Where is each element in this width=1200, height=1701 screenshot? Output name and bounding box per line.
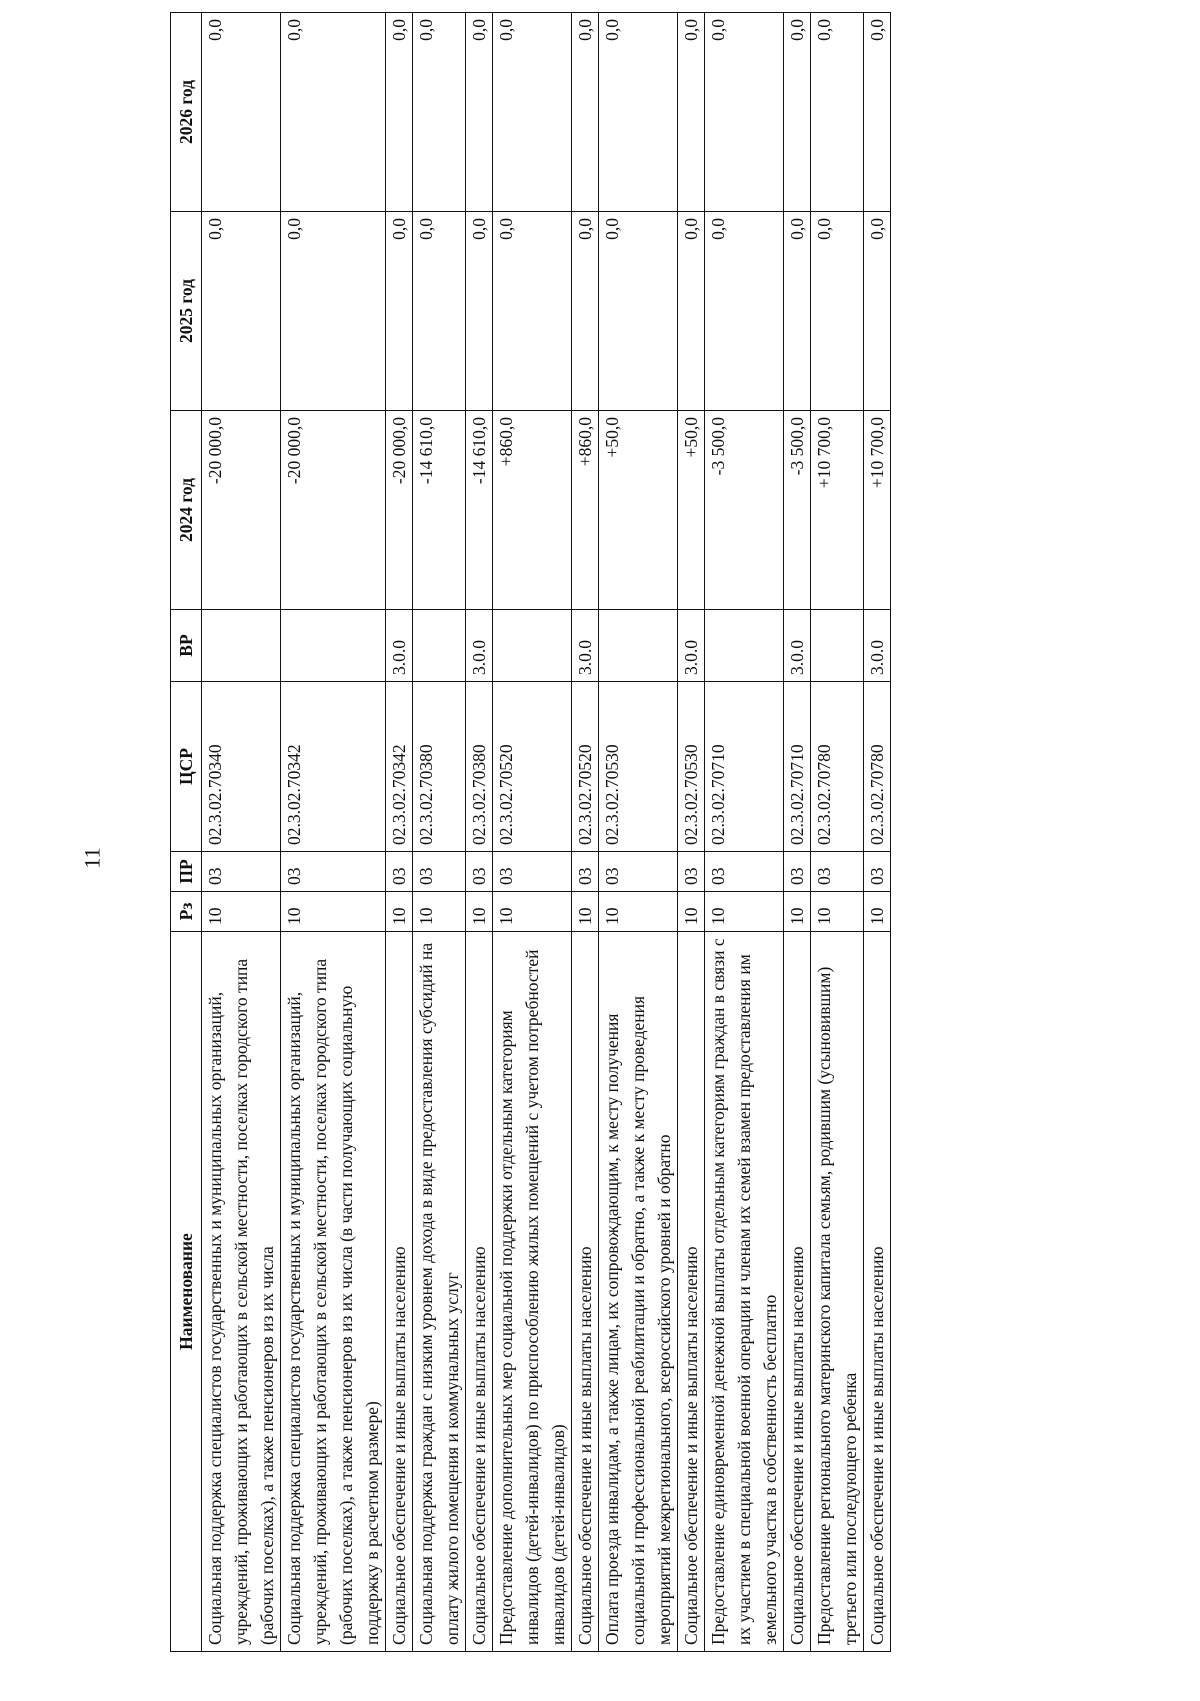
cell-pr: 03 (413, 852, 466, 892)
cell-2026: 0,0 (705, 13, 784, 212)
cell-2025: 0,0 (386, 212, 413, 411)
cell-rz: 10 (705, 892, 784, 932)
cell-2025: 0,0 (811, 212, 864, 411)
cell-rz: 10 (599, 892, 678, 932)
cell-pr: 03 (202, 852, 281, 892)
table-row (784, 13, 811, 1652)
header-vr: ВР (171, 610, 202, 682)
cell-2024: +50,0 (678, 411, 705, 610)
table-row (678, 13, 705, 1652)
table-row (493, 13, 572, 1652)
cell-2024: -20 000,0 (386, 411, 413, 610)
cell-name: Социальное обеспечение и иные выплаты населению (784, 932, 811, 1652)
table-header (171, 13, 202, 1652)
cell-name: Предоставление регионального материнского капитала семьям, родившим (усыновившим) третьего или последующего ребенка (811, 932, 864, 1652)
table-row (599, 13, 678, 1652)
cell-2024: -3 500,0 (705, 411, 784, 610)
cell-pr: 03 (705, 852, 784, 892)
cell-rz: 10 (811, 892, 864, 932)
cell-2025: 0,0 (493, 212, 572, 411)
cell-vr: 3.0.0 (784, 610, 811, 682)
cell-2026: 0,0 (281, 13, 386, 212)
cell-pr: 03 (572, 852, 599, 892)
table-body (202, 13, 891, 1652)
table-row (572, 13, 599, 1652)
cell-2026: 0,0 (202, 13, 281, 212)
cell-rz: 10 (678, 892, 705, 932)
cell-2026: 0,0 (386, 13, 413, 212)
cell-pr: 03 (281, 852, 386, 892)
cell-pr: 03 (864, 852, 891, 892)
page-number: 11 (79, 847, 105, 869)
cell-vr (705, 610, 784, 682)
cell-rz: 10 (493, 892, 572, 932)
cell-name: Социальная поддержка граждан с низким уровнем дохода в виде предоставления субсидий на оплату жилого помещения и коммунальных услуг (413, 932, 466, 1652)
cell-csr: 02.3.02.70780 (811, 682, 864, 852)
cell-csr: 02.3.02.70530 (599, 682, 678, 852)
cell-name: Социальное обеспечение и иные выплаты населению (678, 932, 705, 1652)
cell-2024: +50,0 (599, 411, 678, 610)
cell-rz: 10 (413, 892, 466, 932)
cell-2026: 0,0 (466, 13, 493, 212)
cell-vr: 3.0.0 (386, 610, 413, 682)
cell-pr: 03 (811, 852, 864, 892)
cell-vr (599, 610, 678, 682)
cell-2024: -20 000,0 (202, 411, 281, 610)
cell-2026: 0,0 (864, 13, 891, 212)
cell-2024: -14 610,0 (413, 411, 466, 610)
cell-name: Социальное обеспечение и иные выплаты населению (386, 932, 413, 1652)
cell-2024: +10 700,0 (864, 411, 891, 610)
budget-table (170, 12, 891, 1652)
cell-2026: 0,0 (413, 13, 466, 212)
cell-csr: 02.3.02.70380 (413, 682, 466, 852)
cell-vr: 3.0.0 (864, 610, 891, 682)
cell-pr: 03 (466, 852, 493, 892)
table-row (705, 13, 784, 1652)
cell-name: Социальное обеспечение и иные выплаты населению (864, 932, 891, 1652)
cell-2025: 0,0 (784, 212, 811, 411)
cell-rz: 10 (466, 892, 493, 932)
cell-csr: 02.3.02.70342 (281, 682, 386, 852)
cell-csr: 02.3.02.70710 (705, 682, 784, 852)
cell-pr: 03 (493, 852, 572, 892)
cell-csr: 02.3.02.70520 (493, 682, 572, 852)
cell-csr: 02.3.02.70530 (678, 682, 705, 852)
header-2026: 2026 год (171, 13, 202, 212)
cell-csr: 02.3.02.70520 (572, 682, 599, 852)
cell-2024: -14 610,0 (466, 411, 493, 610)
cell-vr: 3.0.0 (466, 610, 493, 682)
cell-vr (202, 610, 281, 682)
cell-rz: 10 (386, 892, 413, 932)
cell-2025: 0,0 (572, 212, 599, 411)
cell-2026: 0,0 (811, 13, 864, 212)
table-row (386, 13, 413, 1652)
cell-pr: 03 (386, 852, 413, 892)
cell-name: Социальное обеспечение и иные выплаты населению (572, 932, 599, 1652)
table-row (281, 13, 386, 1652)
cell-vr (811, 610, 864, 682)
cell-vr (413, 610, 466, 682)
rotated-table-container (170, 12, 1165, 1652)
table-row (413, 13, 466, 1652)
header-2025: 2025 год (171, 212, 202, 411)
cell-2025: 0,0 (705, 212, 784, 411)
cell-name: Оплата проезда инвалидам, а также лицам, их сопровождающим, к месту получения социальной и профессиональной реабилитации и обратно, а также к месту проведения мероприятий межрегионального, всероссийского уровней и обратно (599, 932, 678, 1652)
cell-pr: 03 (784, 852, 811, 892)
cell-2026: 0,0 (678, 13, 705, 212)
cell-2025: 0,0 (281, 212, 386, 411)
cell-2024: -3 500,0 (784, 411, 811, 610)
cell-name: Социальная поддержка специалистов государственных и муниципальных организаций, учреждений, проживающих и работающих в сельской местности, поселках городского типа (рабочих поселках), а также пенсионеров из их числа (202, 932, 281, 1652)
cell-2026: 0,0 (493, 13, 572, 212)
table-row (466, 13, 493, 1652)
cell-2024: +10 700,0 (811, 411, 864, 610)
cell-2025: 0,0 (202, 212, 281, 411)
cell-rz: 10 (202, 892, 281, 932)
header-rz: Рз (171, 892, 202, 932)
header-row (171, 13, 202, 1652)
header-csr: ЦСР (171, 682, 202, 852)
cell-name: Предоставление дополнительных мер социальной поддержки отдельным категориям инвалидов (детей-инвалидов) по приспособлению жилых помещений с учетом потребностей инвалидов (детей-инвалидов) (493, 932, 572, 1652)
cell-2025: 0,0 (413, 212, 466, 411)
cell-rz: 10 (572, 892, 599, 932)
cell-vr: 3.0.0 (572, 610, 599, 682)
cell-2024: +860,0 (493, 411, 572, 610)
table-row (202, 13, 281, 1652)
cell-rz: 10 (864, 892, 891, 932)
cell-vr: 3.0.0 (678, 610, 705, 682)
cell-vr (281, 610, 386, 682)
cell-rz: 10 (281, 892, 386, 932)
cell-2024: -20 000,0 (281, 411, 386, 610)
cell-csr: 02.3.02.70380 (466, 682, 493, 852)
cell-2024: +860,0 (572, 411, 599, 610)
cell-2025: 0,0 (864, 212, 891, 411)
cell-name: Социальное обеспечение и иные выплаты населению (466, 932, 493, 1652)
cell-name: Предоставление единовременной денежной выплаты отдельным категориям граждан в связи с их участием в специальной военной операции и членам их семей взамен предоставления им земельного участка в собственность бесплатно (705, 932, 784, 1652)
cell-name: Социальная поддержка специалистов государственных и муниципальных организаций, учреждений, проживающих и работающих в сельской местности, поселках городского типа (рабочих поселках), а также пенсионеров из их числа (в части получающих социальную поддержку в расчетном размере) (281, 932, 386, 1652)
cell-vr (493, 610, 572, 682)
cell-pr: 03 (599, 852, 678, 892)
header-name: Наименование (171, 932, 202, 1652)
cell-2026: 0,0 (599, 13, 678, 212)
cell-pr: 03 (678, 852, 705, 892)
table-row (811, 13, 864, 1652)
cell-csr: 02.3.02.70342 (386, 682, 413, 852)
cell-csr: 02.3.02.70780 (864, 682, 891, 852)
cell-2025: 0,0 (466, 212, 493, 411)
header-pr: ПР (171, 852, 202, 892)
cell-csr: 02.3.02.70710 (784, 682, 811, 852)
cell-csr: 02.3.02.70340 (202, 682, 281, 852)
cell-2026: 0,0 (572, 13, 599, 212)
cell-2025: 0,0 (678, 212, 705, 411)
table-row (864, 13, 891, 1652)
cell-rz: 10 (784, 892, 811, 932)
cell-2025: 0,0 (599, 212, 678, 411)
header-2024: 2024 год (171, 411, 202, 610)
cell-2026: 0,0 (784, 13, 811, 212)
